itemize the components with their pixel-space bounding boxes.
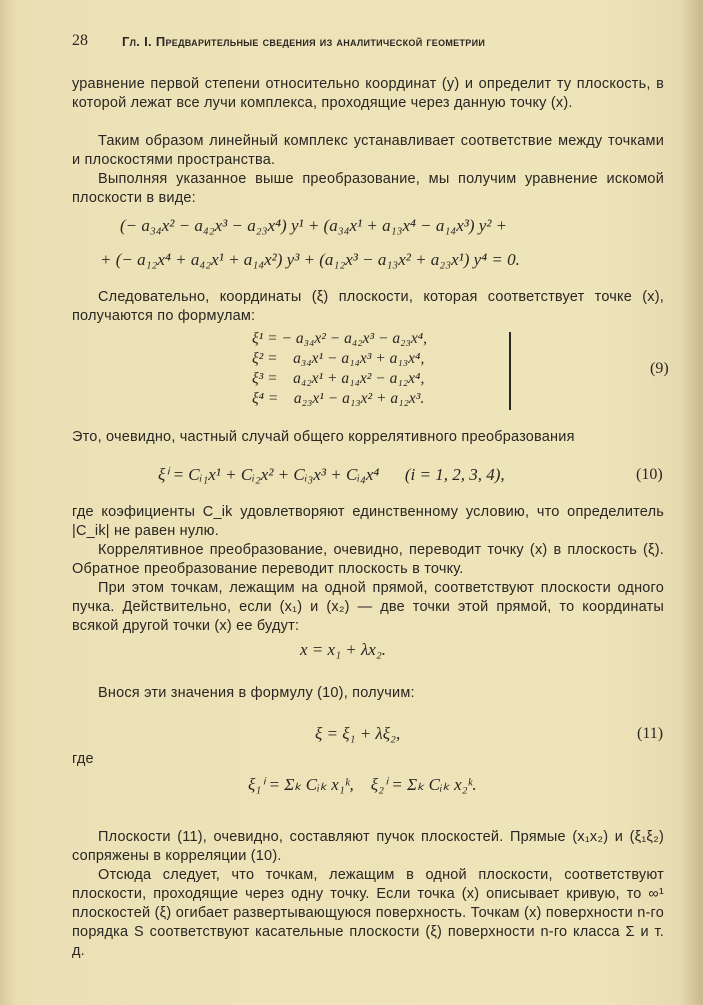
equation-number: (10) xyxy=(636,466,663,483)
equation-9-row: ξ³ = a₄₂x¹ + a₁₄x² − a₁₂x⁴, xyxy=(252,370,425,387)
equation-number: (9) xyxy=(650,360,669,377)
equation-9-row: ξ² = a₃₄x¹ − a₁₄x³ + a₁₃x⁴, xyxy=(252,350,425,367)
brace-bar xyxy=(509,332,511,410)
equation-plane-line2: + (− a₁₂x⁴ + a₄₂x¹ + a₁₄x²) y³ + (a₁₂x³ − a₁₃x² + a₂₃x¹) y⁴ = 0. xyxy=(100,250,520,269)
equation-9-row: ξ⁴ = a₂₃x¹ − a₁₃x² + a₁₂x³. xyxy=(252,390,425,407)
equation-10: ξⁱ = Cᵢ₁x¹ + Cᵢ₂x² + Cᵢ₃x³ + Cᵢ₄x⁴ (i = 1, 2, 3, 4), xyxy=(158,465,505,484)
equation-sums: ξ₁ⁱ = Σₖ Cᵢₖ x₁ᵏ, ξ₂ⁱ = Σₖ Cᵢₖ x₂ᵏ. xyxy=(248,775,477,794)
paragraph: Внося эти значения в формулу (10), получим: xyxy=(98,685,415,701)
equation-9-row: ξ¹ = − a₃₄x² − a₄₂x³ − a₂₃x⁴, xyxy=(252,330,428,347)
page-number: 28 xyxy=(72,32,88,49)
paragraph: Следовательно, координаты (ξ) плоскости, которая соответствует точке (x), получаются по формулам: xyxy=(72,289,664,324)
paragraph: Это, очевидно, частный случай общего коррелятивного преобразования xyxy=(72,429,575,445)
paragraph: где коэфициенты C_ik удовлетворяют единственному условию, что определитель |C_ik| не равен нулю. xyxy=(72,504,664,539)
running-title: Гл. I. Предварительные сведения из аналитической геометрии xyxy=(122,34,486,49)
equation-number: (11) xyxy=(637,725,664,742)
paragraph: уравнение первой степени относительно координат (y) и определит ту плоскость, в которой лежат все лучи комплекса, проходящие через данную точку (x). xyxy=(72,76,664,111)
equation-plane-line1: (− a₃₄x² − a₄₂x³ − a₂₃x⁴) y¹ + (a₃₄x¹ + a₁₃x⁴ − a₁₄x³) y² + xyxy=(120,216,508,235)
paragraph: Таким образом линейный комплекс устанавливает соответствие между точками и плоскостями пространства. xyxy=(72,133,664,168)
paragraph: Отсюда следует, что точкам, лежащим в одной плоскости, соответствуют плоскости, проходящие через одну точку. Если точка (x) описывает кривую, то ∞¹ плоскостей (ξ) огибает развертывающуюся поверхность. Точкам (x) поверхности n-го порядка S соответствуют касательные плоскости (ξ) поверхности n-го класса Σ и т. д. xyxy=(72,867,664,959)
equation-line: x = x₁ + λx₂. xyxy=(300,640,387,659)
paragraph: Плоскости (11), очевидно, составляют пучок плоскостей. Прямые (x₁x₂) и (ξ₁ξ₂) сопряжены в корреляции (10). xyxy=(72,829,664,864)
equation-11: ξ = ξ₁ + λξ₂, xyxy=(315,724,401,743)
paragraph: Выполняя указанное выше преобразование, мы получим уравнение искомой плоскости в виде: xyxy=(72,171,664,206)
paragraph: При этом точкам, лежащим на одной прямой, соответствуют плоскости одного пучка. Действительно, если (x₁) и (x₂) — две точки этой прямой, то координаты всякой другой точки (x) ее будут: xyxy=(72,580,664,634)
paragraph: Коррелятивное преобразование, очевидно, переводит точку (x) в плоскость (ξ). Обратное преобразование переводит плоскость в точку. xyxy=(72,542,664,577)
paragraph: где xyxy=(72,751,94,767)
